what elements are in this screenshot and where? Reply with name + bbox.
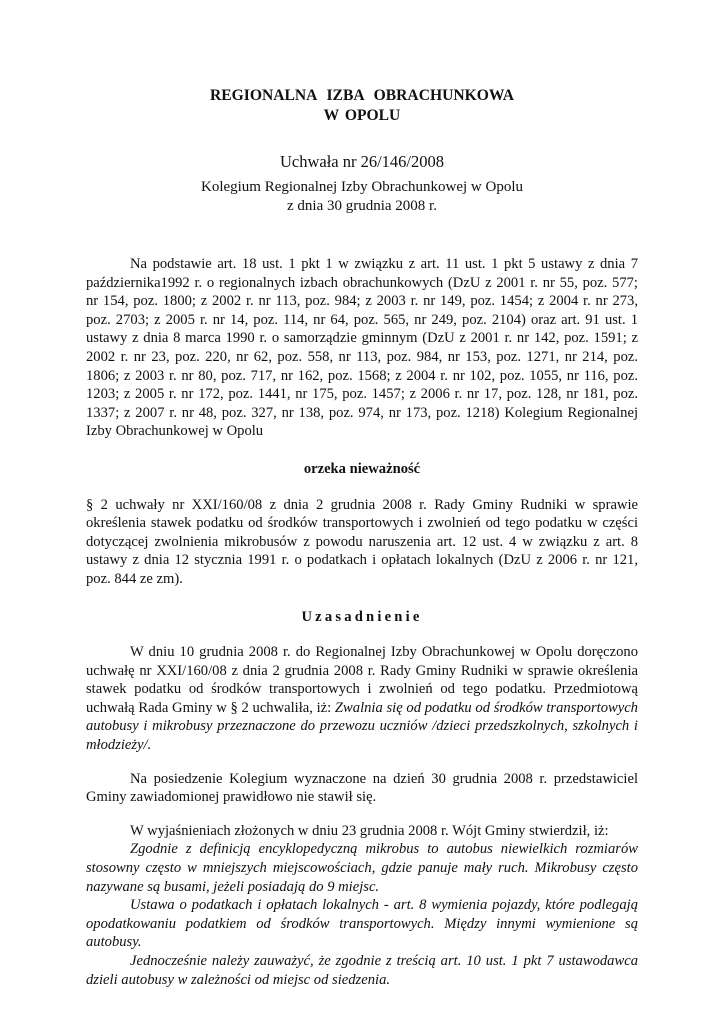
institution-name: REGIONALNA IZBA OBRACHUNKOWA [210, 87, 514, 104]
justification-paragraph-3: W wyjaśnieniach złożonych w dniu 23 grudnia 2008 r. Wójt Gminy stwierdził, iż: [130, 822, 609, 839]
quoted-explanation-3 [86, 952, 638, 989]
institution-city: W OPOLU [323, 107, 401, 124]
quoted-explanation-3-text: Jednocześnie należy zauważyć, że zgodnie z treścią art. 10 ust. 1 pkt 7 ustawodawca dzieli autobusy w zależności od miejsc od siedzenia. [86, 953, 638, 988]
quoted-explanation-1 [86, 840, 638, 896]
quoted-explanation-1-text: Zgodnie z definicją encyklopedyczną mikrobus to autobus niewielkich rozmiarów stosowny często w mniejszych miejscowościach, gdzie panuje mały ruch. Mikrobusy często nazywane są busami, jeżeli posiadają do 9 miejsc. [86, 841, 638, 895]
quoted-explanation-2 [86, 896, 638, 952]
justification-paragraph-1-text: W dniu 10 grudnia 2008 r. do Regionalnej Izby Obrachunkowej w Opolu doręczono uchwałę nr XXI/160/08 z dnia 2 grudnia 2008 r. Rady Gminy Rudniki w sprawie określenia stawek podatku od środków transportowych i zwolnień od tego podatku. Przedmiotową uchwałą Rada Gminy w § 2 uchwaliła, iż: [86, 644, 638, 716]
resolution-issuer: Kolegium Regionalnej Izby Obrachunkowej w Opolu [200, 179, 523, 195]
justification-paragraph-1-quote: Zwalnia się od podatku od środków transportowych autobusy i mikrobusy przeznaczone do przewozu uczniów /dzieci przedszkolnych, szkolnych i młodzieży/. [86, 699, 638, 754]
justification-paragraph-2: Na posiedzenie Kolegium wyznaczone na dzień 30 grudnia 2008 r. przedstawiciel Gminy zawiadomionej prawidłowo nie stawił się. [86, 770, 638, 806]
resolution-number: Uchwała nr 26/146/2008 [279, 152, 445, 171]
decision-heading: orzeka nieważność [303, 460, 421, 477]
resolution-date: z dnia 30 grudnia 2008 r. [287, 198, 437, 214]
quoted-explanation-2-text: Ustawa o podatkach i opłatach lokalnych - art. 8 wymienia pojazdy, które podlegają opodatkowaniu podatkiem od środków transportowych. Między innymi wymienione są autobusy. [86, 897, 638, 951]
decision-paragraph: § 2 uchwały nr XXI/160/08 z dnia 2 grudnia 2008 r. Rady Gminy Rudniki w sprawie określenia stawek podatku od środków transportowych i zwolnień od tego podatku w części dotyczącej zwolnienia mikrobusów z powodu naruszenia art. 12 ust. 4 w związku z art. 8 ustawy z dnia 12 stycznia 1991 r. o podatkach i opłatach lokalnych (DzU z 2006 r. nr 121, poz. 844 ze zm). [86, 496, 638, 587]
preamble-paragraph: Na podstawie art. 18 ust. 1 pkt 1 w związku z art. 11 ust. 1 pkt 5 ustawy z dnia 7 października1992 r. o regionalnych izbach obrachunkowych (DzU z 2001 r. nr 55, poz. 577; nr 154, poz. 1800; z 2002 r. nr 113, poz. 984; z 2003 r. nr 149, poz. 1454; z 2004 r. nr 273, poz. 2703; z 2005 r. nr 14, poz. 114, nr 64, poz. 565, nr 249, poz. 2104) oraz art. 91 ust. 1 ustawy z dnia 8 marca 1990 r. o samorządzie gminnym (DzU z 2001 r. nr 142, poz. 1591; z 2002 r. nr 23, poz. 220, nr 62, poz. 558, nr 113, poz. 984, nr 153, poz. 1271, nr 214, poz. 1806; z 2003 r. nr 80, poz. 717, nr 162, poz. 1568; z 2004 r. nr 102, poz. 1055, nr 116, poz. 1203; z 2005 r. nr 172, poz. 1441, nr 175, poz. 1457; z 2006 r. nr 17, poz. 128, nr 181, poz. 1337; z 2007 r. nr 48, poz. 327, nr 138, poz. 974, nr 173, poz. 1218) Kolegium Regionalnej Izby Obrachunkowej w Opolu [86, 256, 638, 440]
justification-paragraph-1 [86, 643, 638, 755]
justification-heading: Uzasadnienie [301, 608, 423, 625]
